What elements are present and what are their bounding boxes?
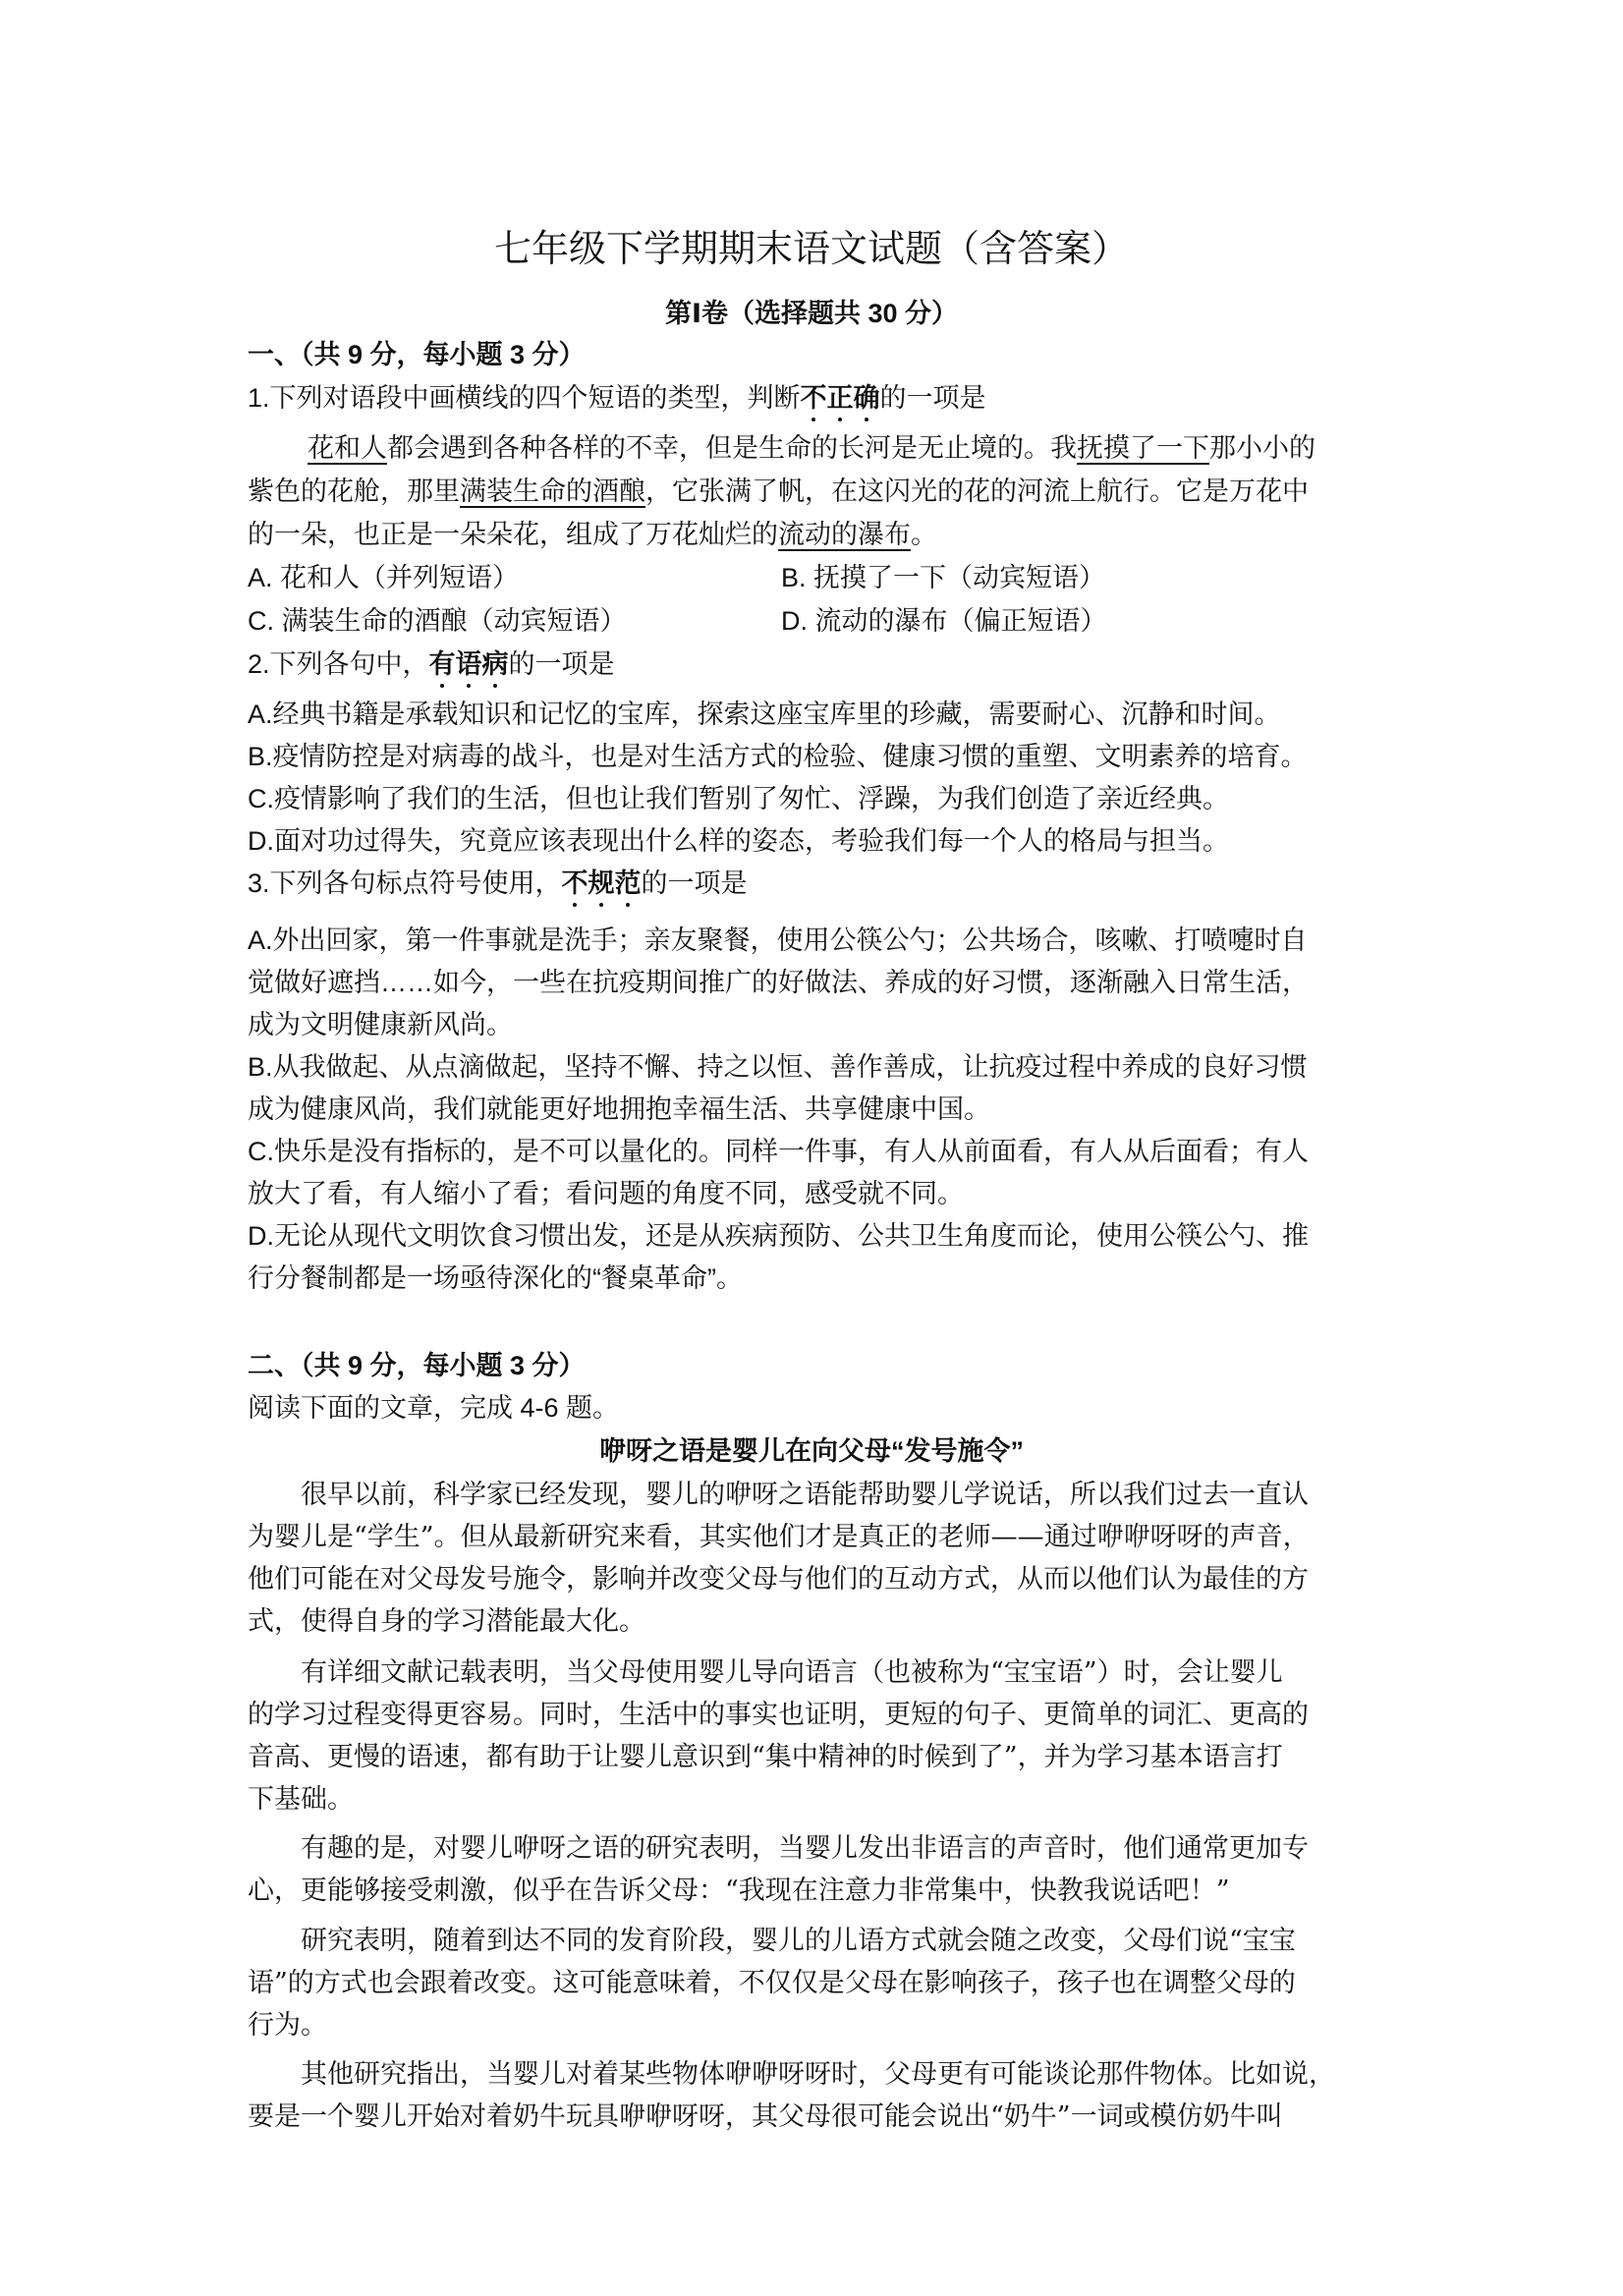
passage-text: 都会遇到各种各样的不幸，但是生命的长河是无止境的。我 (387, 433, 1077, 464)
emphasis-char: 范 (615, 862, 642, 900)
q1-option-a: A. 花和人（并列短语） (248, 563, 520, 592)
underlined-phrase: 满装生命的酒酿 (460, 476, 645, 507)
q3-option-a-line: A.外出回家，第一件事就是洗手；亲友聚餐，使用公筷公勺；公共场合，咳嗽、打喷嚏时自 (248, 925, 1308, 955)
q2-option-c: C.疫情影响了我们的生活，但也让我们暂别了匆忙、浮躁，为我们创造了亲近经典。 (248, 784, 1229, 813)
section2-heading: 二、（共 9 分，每小题 3 分） (248, 1351, 586, 1380)
emphasis-char: 不 (801, 376, 827, 415)
part-heading: 第Ⅰ卷（选择题共 30 分） (664, 299, 959, 328)
article-line: 有趣的是，对婴儿咿呀之语的研究表明，当婴儿发出非语言的声音时，他们通常更加专 (248, 1833, 1309, 1864)
article-line: 语”的方式也会跟着改变。这可能意味着，不仅仅是父母在影响孩子，孩子也在调整父母的 (248, 1968, 1296, 1998)
q2-stem-text-end: 的一项是 (508, 649, 615, 679)
q2-stem-text: 2.下列各句中， (248, 649, 429, 679)
article-line: 的学习过程变得更容易。同时，生活中的事实也证明，更短的句子、更简单的词汇、更高的 (248, 1700, 1309, 1730)
article-line: 式，使得自身的学习潜能最大化。 (248, 1606, 645, 1637)
emphasis-char: 确 (854, 376, 880, 415)
q3-stem-text-end: 的一项是 (641, 868, 748, 898)
q1-option-b: B. 抚摸了一下（动宾短语） (781, 563, 1106, 592)
q1-stem-text-end: 的一项是 (879, 383, 986, 413)
underlined-phrase: 花和人 (308, 433, 387, 464)
q2-stem (248, 643, 615, 681)
q2-option-a: A.经典书籍是承载知识和记忆的宝库，探索这座宝库里的珍藏，需要耐心、沉静和时间。 (248, 700, 1281, 729)
emphasis-char: 不 (562, 862, 588, 900)
q3-stem-key (562, 868, 642, 898)
article-line: 音高、更慢的语速，都有助于让婴儿意识到“集中精神的时候到了”，并为学习基本语言打 (248, 1742, 1283, 1772)
article-line: 有详细文献记载表明，当父母使用婴儿导向语言（也被称为“宝宝语”）时，会让婴儿 (248, 1657, 1283, 1688)
section1-heading: 一、（共 9 分，每小题 3 分） (248, 340, 586, 369)
passage-text: ，它张满了帆，在这闪光的花的河流上航行。它是万花中 (645, 476, 1309, 507)
article-line: 很早以前，科学家已经发现，婴儿的咿呀之语能帮助婴儿学说话，所以我们过去一直认 (248, 1480, 1309, 1510)
q1-stem (248, 376, 986, 415)
underlined-phrase: 流动的瀑布 (778, 520, 911, 550)
emphasis-char: 规 (588, 862, 615, 900)
article-line: 下基础。 (248, 1784, 354, 1815)
underlined-phrase: 抚摸了一下 (1077, 433, 1209, 464)
passage-text: 那小小的 (1209, 433, 1315, 464)
q3-option-a-line: 成为文明健康新风尚。 (248, 1010, 513, 1039)
section2-instruction: 阅读下面的文章，完成 4-6 题。 (248, 1393, 620, 1423)
q1-stem-key (801, 383, 880, 413)
page-title: 七年级下学期期末语文试题（含答案） (493, 227, 1129, 270)
q1-stem-text: 1.下列对语段中画横线的四个短语的类型，判断 (248, 383, 801, 413)
q1-passage-line (248, 513, 937, 551)
emphasis-char: 病 (482, 643, 509, 681)
q2-stem-key (429, 649, 509, 679)
q1-passage-line (248, 470, 1309, 508)
q1-passage-line (308, 426, 1315, 465)
article-title: 咿呀之语是婴儿在向父母“发号施令” (599, 1436, 1024, 1466)
q3-option-b-line: 成为健康风尚，我们就能更好地拥抱幸福生活、共享健康中国。 (248, 1094, 990, 1124)
q3-option-d-line: 行分餐制都是一场亟待深化的“餐桌革命”。 (248, 1263, 743, 1293)
q2-option-b: B.疫情防控是对病毒的战斗，也是对生活方式的检验、健康习惯的重塑、文明素养的培育。 (248, 742, 1308, 771)
q3-stem-text: 3.下列各句标点符号使用， (248, 868, 562, 898)
emphasis-char: 正 (827, 376, 854, 415)
passage-text: 紫色的花舱，那里 (248, 476, 460, 507)
q3-option-b-line: B.从我做起、从点滴做起，坚持不懈、持之以恒、善作善成，让抗疫过程中养成的良好习惯 (248, 1052, 1308, 1082)
emphasis-char: 语 (456, 643, 482, 681)
article-line: 其他研究指出，当婴儿对着某些物体咿咿呀呀时，父母更有可能谈论那件物体。比如说， (248, 2059, 1335, 2090)
q3-stem (248, 862, 748, 900)
article-line: 他们可能在对父母发号施令，影响并改变父母与他们的互动方式，从而以他们认为最佳的方 (248, 1564, 1309, 1595)
emphasis-char: 有 (429, 643, 456, 681)
q3-option-a-line: 觉做好遮挡……如今，一些在抗疫期间推广的好做法、养成的好习惯，逐渐融入日常生活， (248, 968, 1309, 997)
article-line: 行为。 (248, 2010, 327, 2041)
q3-option-c-line: C.快乐是没有指标的，是不可以量化的。同样一件事，有人从前面看，有人从后面看；有人 (248, 1137, 1309, 1166)
q3-option-d-line: D.无论从现代文明饮食习惯出发，还是从疾病预防、公共卫生角度而论，使用公筷公勺、推 (248, 1221, 1309, 1251)
passage-text: 的一朵，也正是一朵朵花，组成了万花灿烂的 (248, 520, 778, 550)
article-line: 研究表明，随着到达不同的发育阶段，婴儿的儿语方式就会随之改变，父母们说“宝宝 (248, 1926, 1296, 1956)
article-line: 为婴儿是“学生”。但从最新研究来看，其实他们才是真正的老师——通过咿咿呀呀的声音， (248, 1522, 1310, 1552)
passage-text: 。 (911, 520, 937, 550)
q1-option-c: C. 满装生命的酒酿（动宾短语） (248, 606, 627, 636)
article-line: 心，更能够接受刺激，似乎在告诉父母：“我现在注意力非常集中，快教我说话吧！” (248, 1876, 1230, 1906)
q3-option-c-line: 放大了看，有人缩小了看；看问题的角度不同，感受就不同。 (248, 1179, 964, 1208)
article-line: 要是一个婴儿开始对着奶牛玩具咿咿呀呀，其父母很可能会说出“奶牛”一词或模仿奶牛叫 (248, 2101, 1283, 2132)
q1-option-d: D. 流动的瀑布（偏正短语） (781, 606, 1107, 636)
q2-option-d: D.面对功过得失，究竟应该表现出什么样的姿态，考验我们每一个人的格局与担当。 (248, 826, 1229, 856)
